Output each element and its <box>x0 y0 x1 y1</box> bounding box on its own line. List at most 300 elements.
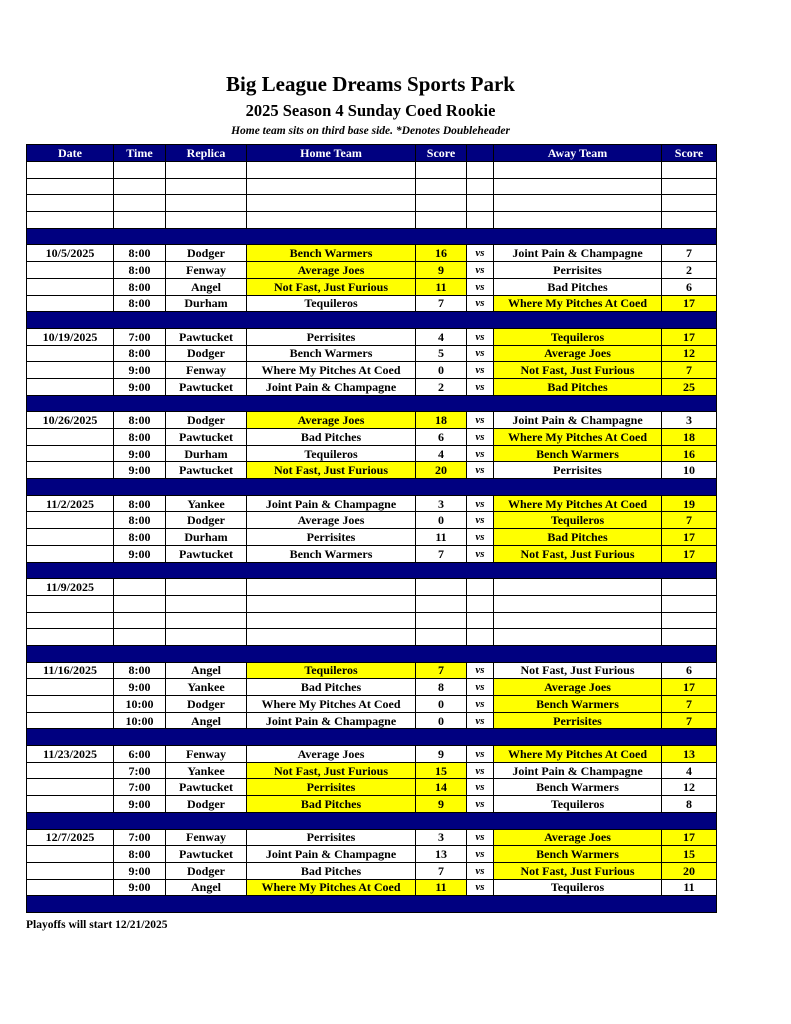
game-row <box>27 746 717 763</box>
replica-cell: Dodger <box>166 862 247 879</box>
date-cell <box>27 195 114 212</box>
home-team-cell <box>247 162 416 179</box>
week-separator <box>27 645 717 662</box>
away-score-cell <box>662 195 717 212</box>
col-vs <box>467 145 494 162</box>
home-score-cell <box>416 212 467 229</box>
date-cell <box>27 295 114 312</box>
away-score-cell: 2 <box>662 262 717 279</box>
date-cell <box>27 612 114 629</box>
vs-cell: vs <box>467 762 494 779</box>
away-score-cell: 17 <box>662 545 717 562</box>
replica-cell: Pawtucket <box>166 378 247 395</box>
away-team-cell: Tequileros <box>494 879 662 896</box>
game-row <box>27 662 717 679</box>
game-row <box>27 245 717 262</box>
game-row <box>27 529 717 546</box>
vs-cell: vs <box>467 879 494 896</box>
time-cell: 8:00 <box>114 662 166 679</box>
home-team-cell: Tequileros <box>247 295 416 312</box>
vs-cell <box>467 612 494 629</box>
home-score-cell: 8 <box>416 679 467 696</box>
game-row <box>27 712 717 729</box>
replica-cell: Durham <box>166 445 247 462</box>
vs-cell: vs <box>467 445 494 462</box>
game-row <box>27 328 717 345</box>
replica-cell: Dodger <box>166 245 247 262</box>
home-team-cell <box>247 612 416 629</box>
vs-cell: vs <box>467 545 494 562</box>
home-team-cell: Perrisites <box>247 328 416 345</box>
date-cell <box>27 762 114 779</box>
home-score-cell: 11 <box>416 529 467 546</box>
replica-cell: Pawtucket <box>166 462 247 479</box>
date-cell <box>27 595 114 612</box>
separator-bar <box>27 896 717 913</box>
replica-cell: Angel <box>166 712 247 729</box>
date-cell <box>27 529 114 546</box>
away-score-cell: 7 <box>662 696 717 713</box>
vs-cell: vs <box>467 862 494 879</box>
away-team-cell: Joint Pain & Champagne <box>494 412 662 429</box>
vs-cell <box>467 195 494 212</box>
away-score-cell <box>662 595 717 612</box>
game-row <box>27 545 717 562</box>
replica-cell: Pawtucket <box>166 846 247 863</box>
home-team-cell: Where My Pitches At Coed <box>247 879 416 896</box>
home-score-cell <box>416 612 467 629</box>
home-team-cell <box>247 178 416 195</box>
home-score-cell: 4 <box>416 445 467 462</box>
away-team-cell: Bad Pitches <box>494 529 662 546</box>
home-team-cell: Perrisites <box>247 529 416 546</box>
game-row <box>27 429 717 446</box>
vs-cell: vs <box>467 662 494 679</box>
away-team-cell: Tequileros <box>494 796 662 813</box>
home-score-cell: 7 <box>416 662 467 679</box>
home-team-cell: Bad Pitches <box>247 679 416 696</box>
game-row <box>27 462 717 479</box>
vs-cell: vs <box>467 328 494 345</box>
date-cell <box>27 212 114 229</box>
time-cell: 9:00 <box>114 378 166 395</box>
time-cell: 8:00 <box>114 345 166 362</box>
date-cell <box>27 679 114 696</box>
week-separator <box>27 479 717 496</box>
separator-bar <box>27 645 717 662</box>
vs-cell: vs <box>467 829 494 846</box>
away-team-cell: Average Joes <box>494 829 662 846</box>
vs-cell: vs <box>467 512 494 529</box>
away-team-cell <box>494 212 662 229</box>
home-team-cell: Perrisites <box>247 829 416 846</box>
page-title: Big League Dreams Sports Park <box>226 72 515 96</box>
date-cell <box>27 345 114 362</box>
game-row <box>27 362 717 379</box>
away-score-cell: 11 <box>662 879 717 896</box>
time-cell: 8:00 <box>114 295 166 312</box>
empty-row <box>27 629 717 646</box>
vs-cell: vs <box>467 746 494 763</box>
home-score-cell: 0 <box>416 712 467 729</box>
home-score-cell: 16 <box>416 245 467 262</box>
home-score-cell: 18 <box>416 412 467 429</box>
replica-cell: Yankee <box>166 679 247 696</box>
date-cell <box>27 779 114 796</box>
empty-row <box>27 612 717 629</box>
replica-cell: Pawtucket <box>166 328 247 345</box>
away-score-cell: 7 <box>662 362 717 379</box>
home-team-cell: Perrisites <box>247 779 416 796</box>
time-cell: 9:00 <box>114 545 166 562</box>
home-score-cell: 14 <box>416 779 467 796</box>
home-score-cell: 11 <box>416 278 467 295</box>
away-score-cell: 16 <box>662 445 717 462</box>
date-cell: 12/7/2025 <box>27 829 114 846</box>
home-team-cell: Bad Pitches <box>247 862 416 879</box>
replica-cell <box>166 612 247 629</box>
empty-row <box>27 195 717 212</box>
home-team-cell: Tequileros <box>247 445 416 462</box>
home-score-cell: 7 <box>416 295 467 312</box>
game-row <box>27 696 717 713</box>
away-score-cell: 6 <box>662 662 717 679</box>
date-cell <box>27 262 114 279</box>
vs-cell: vs <box>467 378 494 395</box>
week-separator <box>27 896 717 913</box>
replica-cell: Dodger <box>166 412 247 429</box>
vs-cell <box>467 629 494 646</box>
home-score-cell: 13 <box>416 846 467 863</box>
playoffs-note: Playoffs will start 12/21/2025 <box>26 919 168 931</box>
away-team-cell: Bench Warmers <box>494 445 662 462</box>
week-separator <box>27 729 717 746</box>
away-score-cell: 3 <box>662 412 717 429</box>
away-team-cell: Bad Pitches <box>494 278 662 295</box>
time-cell: 7:00 <box>114 779 166 796</box>
game-row <box>27 412 717 429</box>
away-score-cell: 8 <box>662 796 717 813</box>
vs-cell: vs <box>467 412 494 429</box>
away-team-cell <box>494 178 662 195</box>
game-row <box>27 345 717 362</box>
separator-bar <box>27 479 717 496</box>
date-cell: 11/16/2025 <box>27 662 114 679</box>
away-team-cell: Where My Pitches At Coed <box>494 495 662 512</box>
home-team-cell: Not Fast, Just Furious <box>247 462 416 479</box>
away-team-cell: Bench Warmers <box>494 779 662 796</box>
away-score-cell <box>662 629 717 646</box>
separator-bar <box>27 729 717 746</box>
away-score-cell: 7 <box>662 512 717 529</box>
vs-cell: vs <box>467 278 494 295</box>
date-cell <box>27 278 114 295</box>
away-score-cell: 17 <box>662 529 717 546</box>
home-team-cell <box>247 629 416 646</box>
separator-bar <box>27 312 717 329</box>
game-row <box>27 378 717 395</box>
away-team-cell: Not Fast, Just Furious <box>494 662 662 679</box>
replica-cell <box>166 629 247 646</box>
away-team-cell: Average Joes <box>494 679 662 696</box>
game-row <box>27 262 717 279</box>
col-home-team: Home Team <box>247 145 416 162</box>
away-team-cell: Where My Pitches At Coed <box>494 429 662 446</box>
vs-cell: vs <box>467 712 494 729</box>
game-row <box>27 278 717 295</box>
away-score-cell: 17 <box>662 295 717 312</box>
game-row <box>27 862 717 879</box>
home-team-cell: Average Joes <box>247 412 416 429</box>
home-score-cell: 6 <box>416 429 467 446</box>
time-cell: 9:00 <box>114 879 166 896</box>
replica-cell <box>166 195 247 212</box>
home-score-cell: 9 <box>416 746 467 763</box>
date-cell: 11/2/2025 <box>27 495 114 512</box>
away-team-cell: Not Fast, Just Furious <box>494 862 662 879</box>
game-row <box>27 879 717 896</box>
away-team-cell: Not Fast, Just Furious <box>494 362 662 379</box>
vs-cell: vs <box>467 696 494 713</box>
away-team-cell: Joint Pain & Champagne <box>494 762 662 779</box>
time-cell: 9:00 <box>114 679 166 696</box>
time-cell <box>114 178 166 195</box>
home-team-cell: Not Fast, Just Furious <box>247 278 416 295</box>
time-cell: 8:00 <box>114 262 166 279</box>
vs-cell <box>467 595 494 612</box>
away-score-cell: 6 <box>662 278 717 295</box>
home-team-cell: Bench Warmers <box>247 545 416 562</box>
replica-cell: Pawtucket <box>166 429 247 446</box>
replica-cell: Fenway <box>166 262 247 279</box>
time-cell: 9:00 <box>114 462 166 479</box>
empty-row <box>27 162 717 179</box>
date-cell <box>27 178 114 195</box>
home-score-cell <box>416 178 467 195</box>
home-team-cell: Not Fast, Just Furious <box>247 762 416 779</box>
date-cell <box>27 629 114 646</box>
replica-cell <box>166 595 247 612</box>
time-cell <box>114 579 166 596</box>
week-separator <box>27 395 717 412</box>
week-separator <box>27 228 717 245</box>
date-cell <box>27 712 114 729</box>
replica-cell: Angel <box>166 879 247 896</box>
replica-cell: Durham <box>166 529 247 546</box>
week-separator <box>27 812 717 829</box>
away-team-cell <box>494 612 662 629</box>
date-cell: 11/9/2025 <box>27 579 114 596</box>
home-score-cell: 5 <box>416 345 467 362</box>
away-team-cell: Bench Warmers <box>494 846 662 863</box>
time-cell: 10:00 <box>114 696 166 713</box>
home-team-cell: Bad Pitches <box>247 429 416 446</box>
date-cell <box>27 696 114 713</box>
page-subtitle: 2025 Season 4 Sunday Coed Rookie <box>245 101 496 120</box>
date-cell <box>27 545 114 562</box>
away-team-cell: Bench Warmers <box>494 696 662 713</box>
time-cell: 8:00 <box>114 429 166 446</box>
away-team-cell: Average Joes <box>494 345 662 362</box>
replica-cell: Yankee <box>166 495 247 512</box>
time-cell <box>114 162 166 179</box>
date-cell <box>27 378 114 395</box>
away-team-cell: Tequileros <box>494 328 662 345</box>
home-score-cell: 0 <box>416 696 467 713</box>
date-cell: 10/19/2025 <box>27 328 114 345</box>
away-team-cell: Bad Pitches <box>494 378 662 395</box>
away-team-cell: Joint Pain & Champagne <box>494 245 662 262</box>
week-separator <box>27 562 717 579</box>
home-score-cell: 15 <box>416 762 467 779</box>
home-team-cell: Bench Warmers <box>247 345 416 362</box>
away-team-cell: Perrisites <box>494 712 662 729</box>
away-score-cell <box>662 612 717 629</box>
game-row <box>27 295 717 312</box>
date-cell <box>27 445 114 462</box>
home-score-cell <box>416 595 467 612</box>
away-score-cell <box>662 579 717 596</box>
home-team-cell: Where My Pitches At Coed <box>247 696 416 713</box>
time-cell <box>114 612 166 629</box>
home-team-cell: Bench Warmers <box>247 245 416 262</box>
vs-cell: vs <box>467 362 494 379</box>
home-score-cell: 0 <box>416 512 467 529</box>
vs-cell <box>467 579 494 596</box>
home-score-cell: 0 <box>416 362 467 379</box>
game-row <box>27 512 717 529</box>
date-cell: 11/23/2025 <box>27 746 114 763</box>
date-cell <box>27 512 114 529</box>
col-home-score: Score <box>416 145 467 162</box>
date-cell <box>27 846 114 863</box>
date-cell <box>27 162 114 179</box>
away-team-cell: Where My Pitches At Coed <box>494 295 662 312</box>
time-cell: 8:00 <box>114 245 166 262</box>
date-cell <box>27 362 114 379</box>
vs-cell: vs <box>467 462 494 479</box>
home-team-cell: Bad Pitches <box>247 796 416 813</box>
home-team-cell: Joint Pain & Champagne <box>247 846 416 863</box>
away-team-cell <box>494 579 662 596</box>
col-time: Time <box>114 145 166 162</box>
empty-row <box>27 212 717 229</box>
vs-cell: vs <box>467 679 494 696</box>
vs-cell <box>467 162 494 179</box>
home-team-cell: Average Joes <box>247 746 416 763</box>
away-team-cell: Perrisites <box>494 262 662 279</box>
replica-cell: Fenway <box>166 362 247 379</box>
away-score-cell <box>662 212 717 229</box>
replica-cell: Angel <box>166 278 247 295</box>
away-score-cell: 4 <box>662 762 717 779</box>
header-row <box>27 145 717 162</box>
away-score-cell: 13 <box>662 746 717 763</box>
page-note: Home team sits on third base side. *Denotes Doubleheader <box>231 125 510 137</box>
home-team-cell: Joint Pain & Champagne <box>247 495 416 512</box>
home-score-cell: 20 <box>416 462 467 479</box>
vs-cell: vs <box>467 295 494 312</box>
vs-cell: vs <box>467 429 494 446</box>
replica-cell: Dodger <box>166 796 247 813</box>
away-score-cell: 7 <box>662 245 717 262</box>
replica-cell <box>166 579 247 596</box>
separator-bar <box>27 812 717 829</box>
home-score-cell: 4 <box>416 328 467 345</box>
away-score-cell: 12 <box>662 779 717 796</box>
date-cell <box>27 862 114 879</box>
time-cell <box>114 212 166 229</box>
home-score-cell: 2 <box>416 378 467 395</box>
game-row <box>27 779 717 796</box>
home-team-cell: Where My Pitches At Coed <box>247 362 416 379</box>
home-team-cell: Average Joes <box>247 262 416 279</box>
separator-bar <box>27 562 717 579</box>
separator-bar <box>27 395 717 412</box>
home-team-cell: Joint Pain & Champagne <box>247 378 416 395</box>
date-cell <box>27 879 114 896</box>
time-cell: 9:00 <box>114 796 166 813</box>
replica-cell <box>166 212 247 229</box>
col-date: Date <box>27 145 114 162</box>
vs-cell: vs <box>467 262 494 279</box>
schedule-body <box>27 162 717 913</box>
col-away-team: Away Team <box>494 145 662 162</box>
away-team-cell: Where My Pitches At Coed <box>494 746 662 763</box>
empty-row <box>27 595 717 612</box>
replica-cell <box>166 178 247 195</box>
away-score-cell: 7 <box>662 712 717 729</box>
home-score-cell: 3 <box>416 495 467 512</box>
away-team-cell <box>494 595 662 612</box>
time-cell: 7:00 <box>114 829 166 846</box>
col-away-score: Score <box>662 145 717 162</box>
away-score-cell: 12 <box>662 345 717 362</box>
home-team-cell: Joint Pain & Champagne <box>247 712 416 729</box>
away-score-cell: 19 <box>662 495 717 512</box>
game-row <box>27 679 717 696</box>
vs-cell: vs <box>467 345 494 362</box>
time-cell <box>114 629 166 646</box>
time-cell: 8:00 <box>114 495 166 512</box>
home-score-cell: 7 <box>416 862 467 879</box>
time-cell: 7:00 <box>114 762 166 779</box>
time-cell: 9:00 <box>114 862 166 879</box>
vs-cell <box>467 212 494 229</box>
replica-cell: Durham <box>166 295 247 312</box>
away-score-cell <box>662 178 717 195</box>
col-replica: Replica <box>166 145 247 162</box>
empty-row <box>27 579 717 596</box>
home-score-cell <box>416 195 467 212</box>
home-team-cell <box>247 195 416 212</box>
game-row <box>27 796 717 813</box>
game-row <box>27 762 717 779</box>
away-score-cell: 17 <box>662 829 717 846</box>
vs-cell: vs <box>467 495 494 512</box>
game-row <box>27 846 717 863</box>
away-score-cell: 20 <box>662 862 717 879</box>
game-row <box>27 829 717 846</box>
home-score-cell: 9 <box>416 262 467 279</box>
vs-cell: vs <box>467 529 494 546</box>
replica-cell: Dodger <box>166 345 247 362</box>
away-score-cell: 25 <box>662 378 717 395</box>
separator-bar <box>27 228 717 245</box>
vs-cell: vs <box>467 245 494 262</box>
away-score-cell: 18 <box>662 429 717 446</box>
date-cell <box>27 462 114 479</box>
